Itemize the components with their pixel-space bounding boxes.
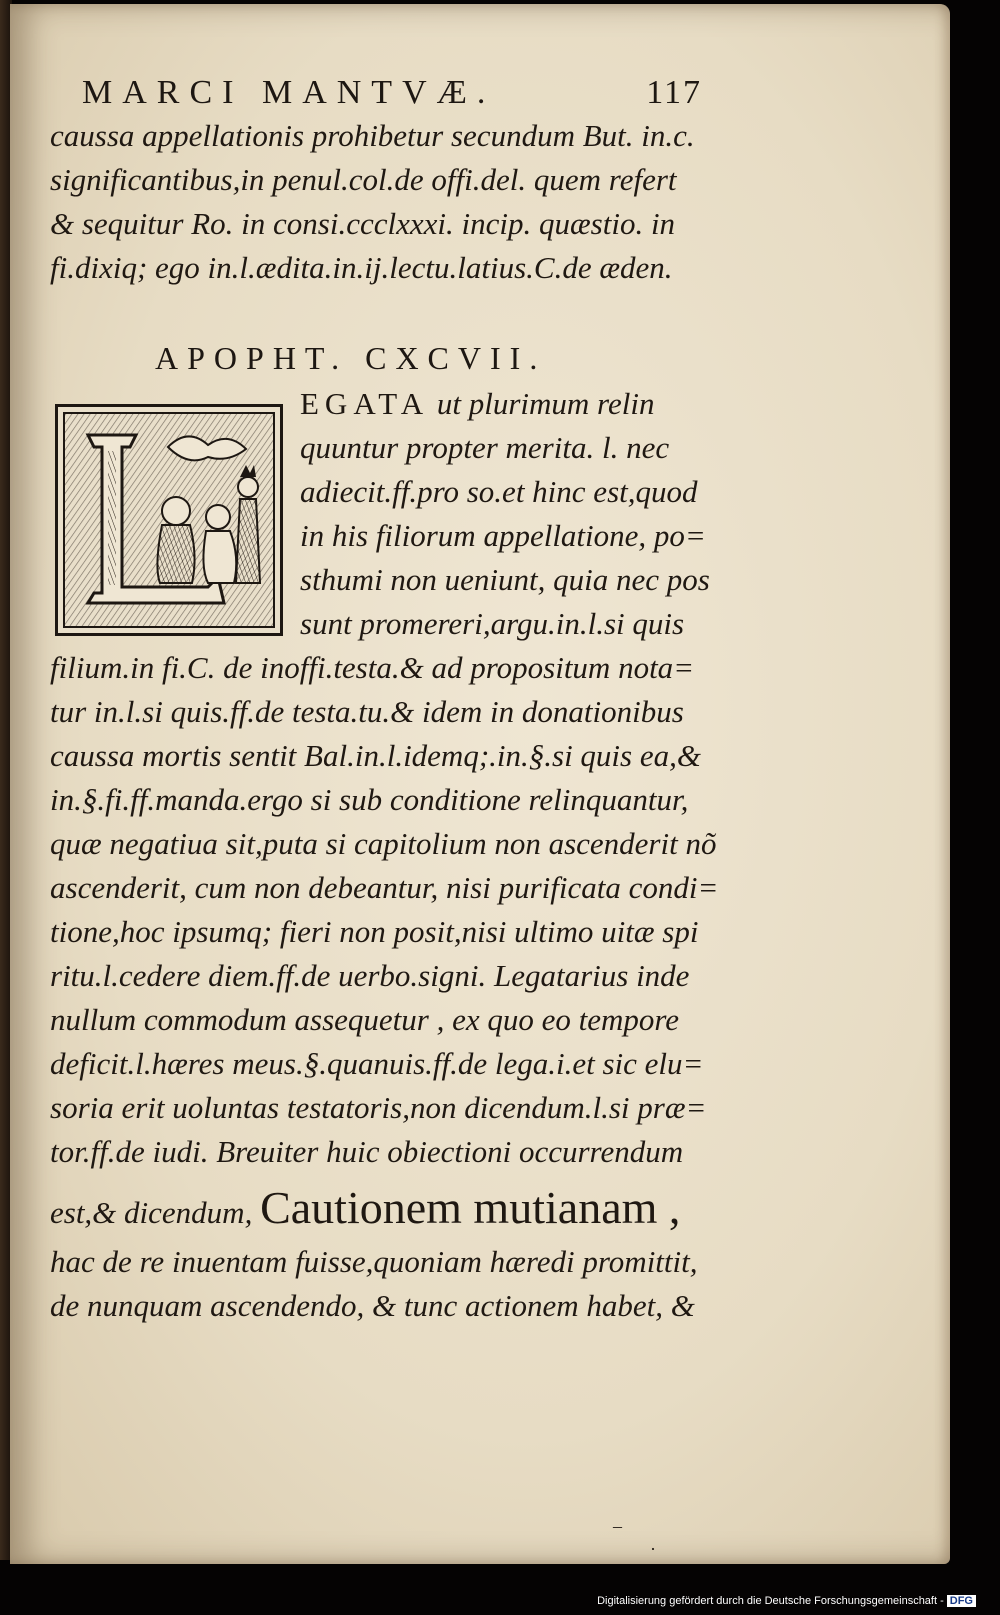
- text-line: in.§.fi.ff.manda.ergo si sub conditione relinquantur,: [50, 782, 689, 817]
- text-line: adiecit.ff.pro so.et hinc est,quod: [300, 474, 698, 509]
- print-mark-icon: ·: [650, 1539, 656, 1559]
- text-line: quæ negatiua sit,puta si capitolium non ascenderit nõ: [50, 826, 717, 861]
- section-heading: APOPHT. CXCVII.: [155, 340, 547, 376]
- text-line: tur in.l.si quis.ff.de testa.tu.& idem in donationibus: [50, 694, 684, 729]
- text-line: tor.ff.de iudi. Breuiter huic obiectioni occurrendum: [50, 1134, 684, 1169]
- text-line: significantibus,in penul.col.de offi.del. quem refert: [50, 162, 677, 197]
- cautio-emphasis: Cautionem mutianam ,: [260, 1182, 681, 1233]
- text-line: caussa appellationis prohibetur secundum But. in.c.: [50, 118, 695, 153]
- running-head-title: MARCI MANTVÆ.: [82, 74, 496, 111]
- first-word-caps: EGATA: [300, 386, 430, 421]
- text-line: soria erit uoluntas testatoris,non dicendum.l.si præ=: [50, 1090, 707, 1125]
- print-mark-icon: ‒: [613, 1516, 622, 1536]
- text-line: ritu.l.cedere diem.ff.de uerbo.signi. Legatarius inde: [50, 958, 690, 993]
- text-line: hac de re inuentam fuisse,quoniam hæredi promittit,: [50, 1244, 698, 1279]
- decorated-initial: [55, 404, 283, 636]
- text-line: filium.in fi.C. de inoffi.testa.& ad propositum nota=: [50, 650, 695, 685]
- dfg-logo: DFG: [947, 1595, 976, 1607]
- first-line: [300, 382, 654, 426]
- digitization-footer: [597, 1595, 976, 1607]
- decorated-initial-L-icon: [58, 407, 280, 633]
- text-line: nullum commodum assequetur , ex quo eo tempore: [50, 1002, 680, 1037]
- text-line: in his filiorum appellatione, po=: [300, 518, 706, 553]
- text-line: quuntur propter merita. l. nec: [300, 430, 670, 465]
- text-line: ascenderit, cum non debeantur, nisi purificata condi=: [50, 870, 719, 905]
- text-line: deficit.l.hæres meus.§.quanuis.ff.de lega.i.et sic elu=: [50, 1046, 704, 1081]
- book-page: [10, 4, 950, 1564]
- running-head: [82, 74, 702, 112]
- page-number: 117: [646, 74, 702, 111]
- text-line: tione,hoc ipsumq; fieri non posit,nisi ultimo uitæ spi: [50, 914, 699, 949]
- text-line: fi.dixiq; ego in.l.ædita.in.ij.lectu.latius.C.de æden.: [50, 250, 673, 285]
- first-line-rest: ut plurimum relin: [429, 386, 655, 421]
- footer-credit: Digitalisierung gefördert durch die Deutsche Forschungsgemeinschaft -: [597, 1595, 944, 1607]
- cautio-line: [50, 1180, 680, 1236]
- text-line: de nunquam ascendendo, & tunc actionem habet, &: [50, 1288, 695, 1323]
- text-line: sthumi non ueniunt, quia nec pos: [300, 562, 710, 597]
- text-line: sunt promereri,argu.in.l.si quis: [300, 606, 685, 641]
- text-line: caussa mortis sentit Bal.in.l.idemq;.in.§.si quis ea,&: [50, 738, 701, 773]
- text-line: & sequitur Ro. in consi.ccclxxxi. incip. quæstio. in: [50, 206, 676, 241]
- cautio-lead: est,& dicendum,: [50, 1195, 261, 1230]
